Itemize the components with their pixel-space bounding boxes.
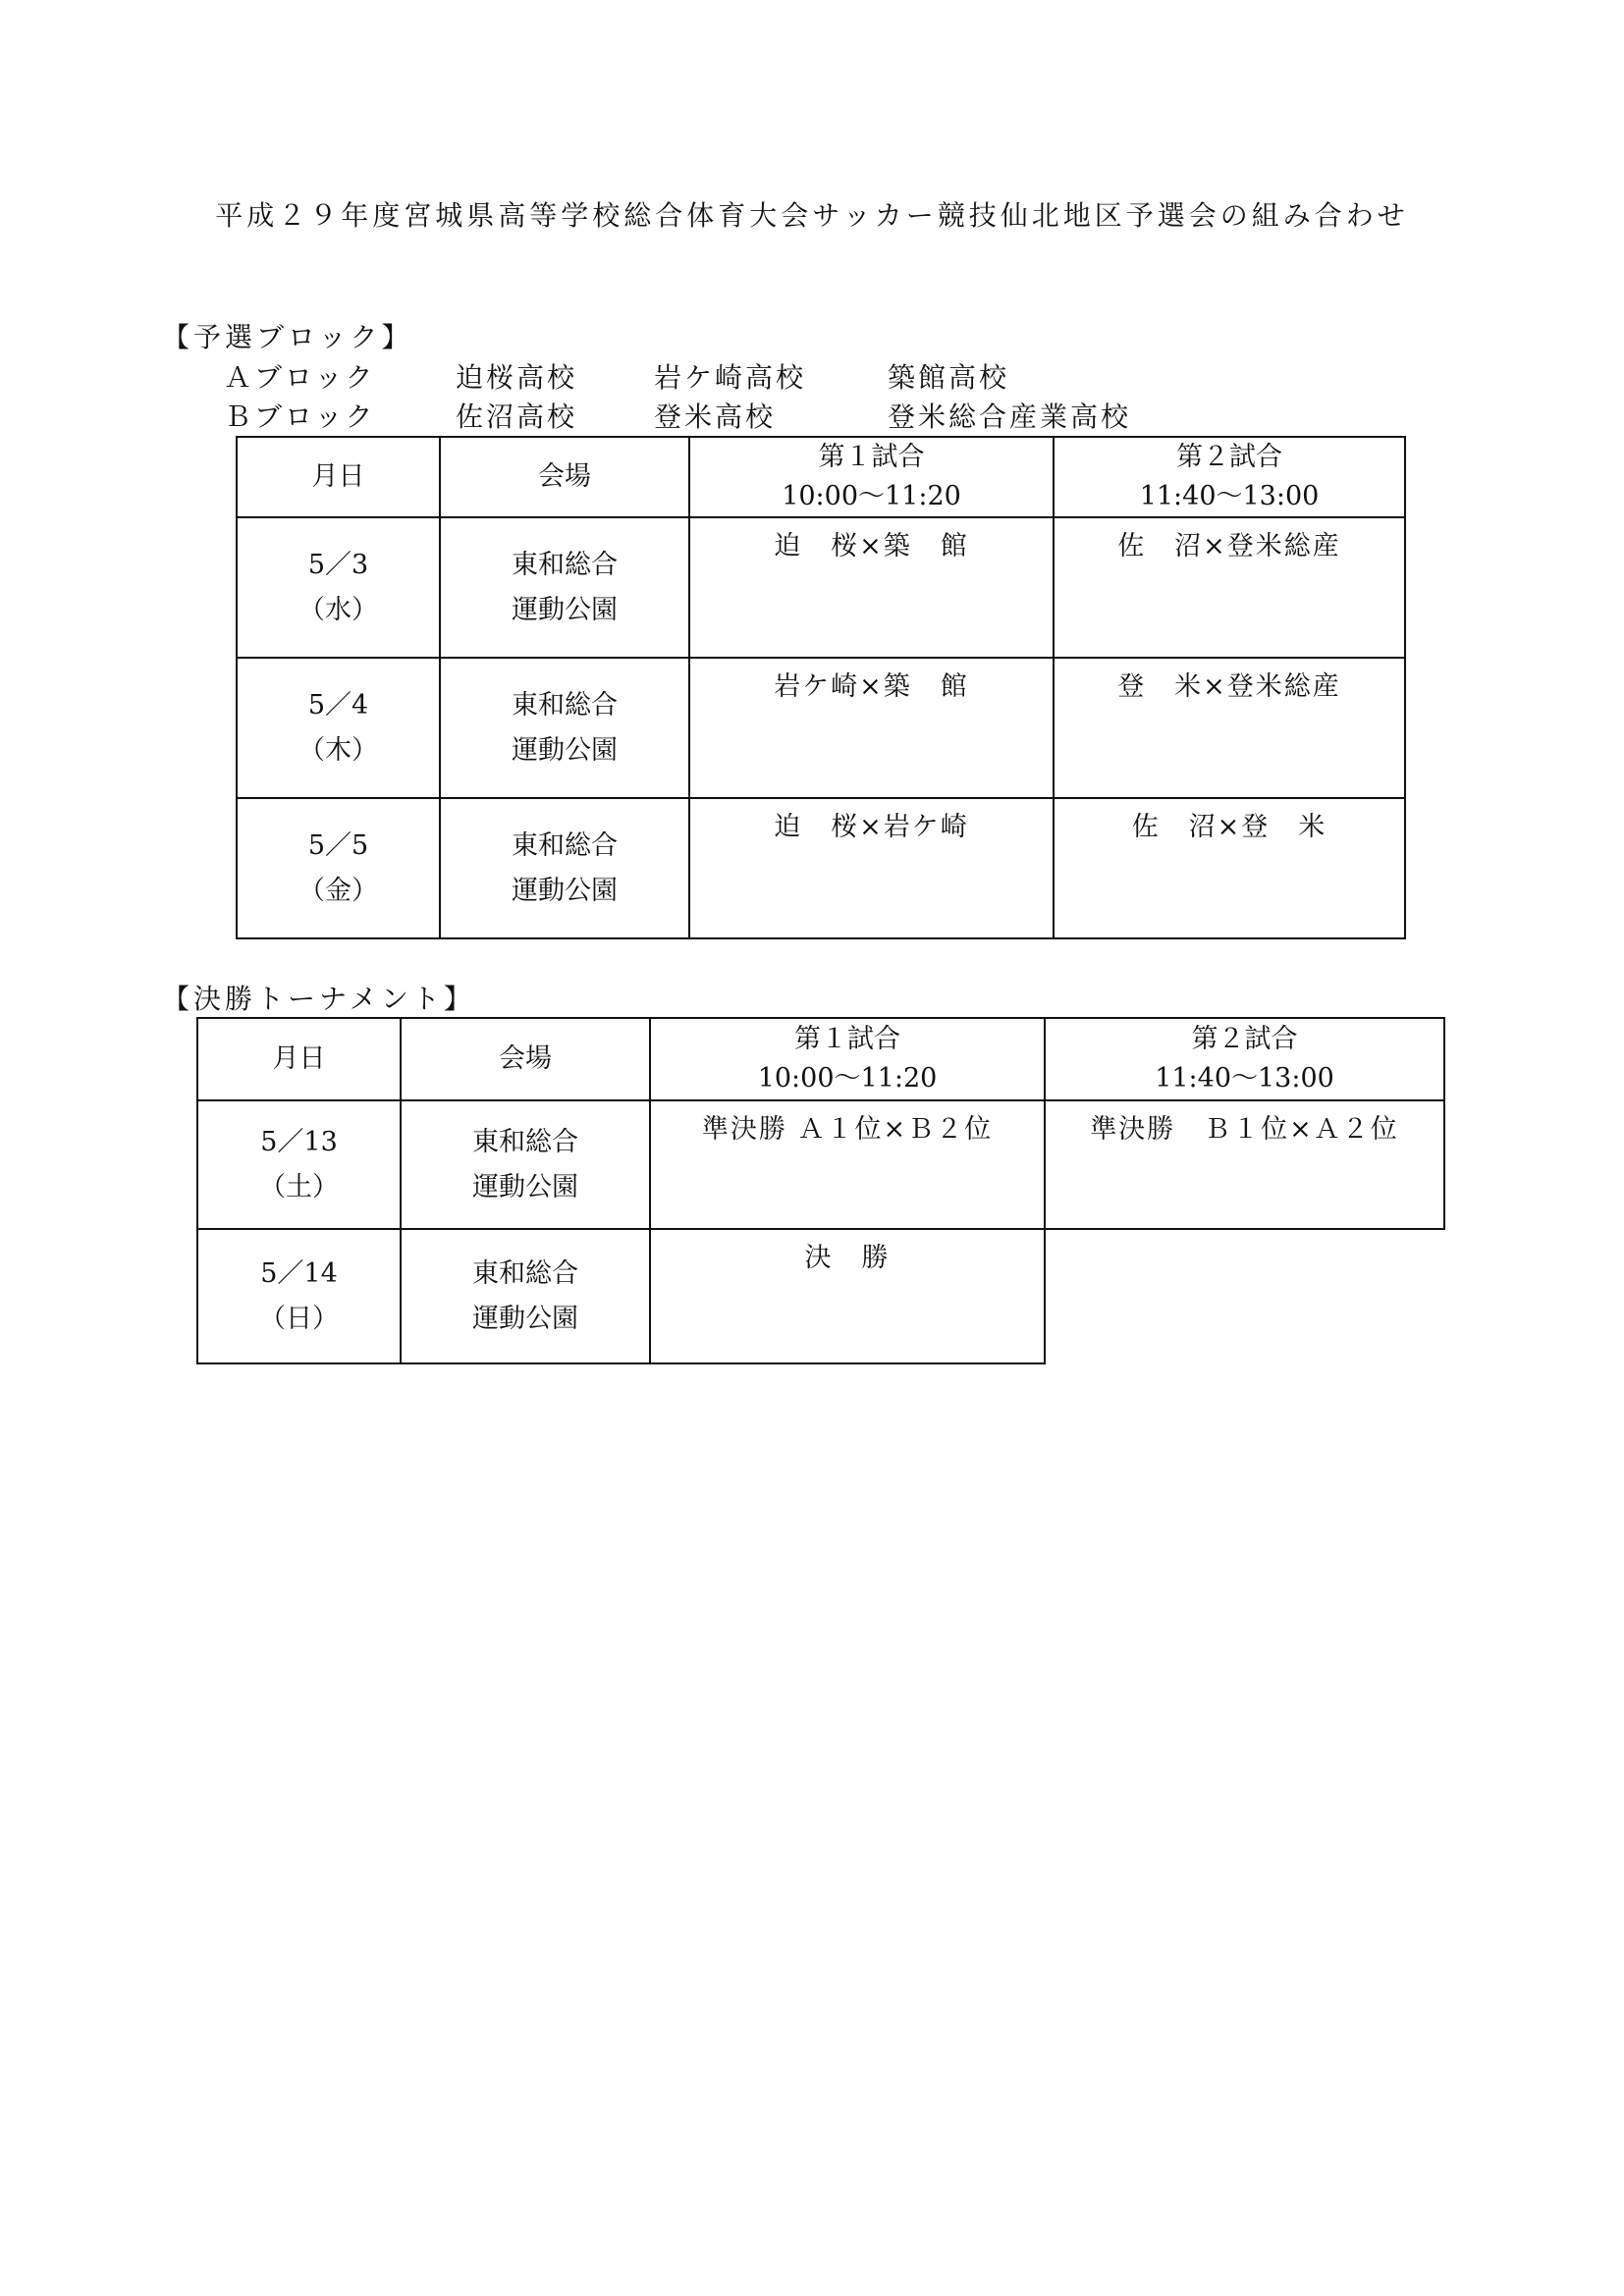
venue-cell [440,658,689,798]
match1-cell: 迫 桜×築 館 [689,517,1054,658]
venue-cell [440,517,689,658]
header-match2-time: 11:40～13:00 [1139,481,1320,511]
weekday: （木） [298,734,378,766]
header-match1-time: 10:00～11:20 [782,481,961,511]
venue-line: 運動公園 [472,1303,578,1334]
table-row [237,658,1405,798]
date-cell [237,798,440,938]
block-name: Ｂブロック [224,400,376,433]
date-cell [237,517,440,658]
table-row [237,798,1405,938]
header-match1 [689,437,1054,517]
preliminary-schedule-table [236,436,1406,939]
match1-cell: 迫 桜×岩ケ崎 [689,798,1054,938]
page-title: 平成２９年度宮城県高等学校総合体育大会サッカー競技仙北地区予選会の組み合わせ [215,199,1409,232]
venue-line: 運動公園 [512,594,618,625]
date-cell [197,1100,401,1229]
match2-cell: 佐 沼×登 米 [1054,798,1405,938]
venue-cell [440,798,689,938]
date: 5／3 [307,549,369,580]
empty-cell [1045,1229,1444,1363]
header-match1-time: 10:00～11:20 [757,1063,938,1094]
venue-line: 東和総合 [512,689,618,721]
header-match2-label: 第２試合 [1176,442,1282,472]
header-date: 月日 [237,437,440,517]
preliminary-heading: 【予選ブロック】 [162,321,413,353]
block-team: 佐沼高校 [456,400,578,433]
weekday: （土） [259,1171,339,1202]
table-row [237,517,1405,658]
weekday: （日） [259,1303,339,1334]
date: 5／5 [307,829,369,861]
block-team: 登米総合産業高校 [888,400,1132,433]
header-match2-time: 11:40～13:00 [1155,1063,1334,1094]
header-match1-label: 第１試合 [818,442,925,472]
tournament-schedule-table [196,1017,1445,1364]
venue-line: 東和総合 [512,549,618,580]
tournament-heading: 【決勝トーナメント】 [162,983,475,1015]
header-venue: 会場 [401,1018,650,1100]
match2-cell: 佐 沼×登米総産 [1054,517,1405,658]
block-team: 登米高校 [654,400,777,433]
date-cell [197,1229,401,1363]
venue-cell [401,1100,650,1229]
block-team: 岩ケ崎高校 [654,361,807,394]
weekday: （水） [298,594,378,625]
date: 5／14 [260,1257,338,1289]
venue-line: 東和総合 [512,829,618,861]
venue-cell [401,1229,650,1363]
date: 5／13 [260,1126,338,1157]
venue-line: 運動公園 [472,1171,578,1202]
header-match2 [1054,437,1405,517]
block-team: 築館高校 [888,361,1010,394]
header-match2-label: 第２試合 [1191,1024,1298,1054]
match1-cell: 決 勝 [650,1229,1045,1363]
block-name: Ａブロック [224,361,376,394]
match2-cell: 準決勝 Ｂ１位×Ａ２位 [1045,1100,1444,1229]
match1-cell: 岩ケ崎×築 館 [689,658,1054,798]
venue-line: 東和総合 [472,1126,578,1157]
header-match1 [650,1018,1045,1100]
block-team: 迫桜高校 [456,361,578,394]
match1-cell: 準決勝 Ａ１位×Ｂ２位 [650,1100,1045,1229]
table-header-row [237,437,1405,517]
date-cell [237,658,440,798]
venue-line: 運動公園 [512,734,618,766]
match2-cell: 登 米×登米総産 [1054,658,1405,798]
venue-line: 東和総合 [472,1257,578,1289]
date: 5／4 [307,689,369,721]
header-match2 [1045,1018,1444,1100]
table-row [197,1229,1444,1363]
table-row [197,1100,1444,1229]
header-match1-label: 第１試合 [794,1024,900,1054]
venue-line: 運動公園 [512,875,618,906]
header-venue: 会場 [440,437,689,517]
header-date: 月日 [197,1018,401,1100]
weekday: （金） [298,875,378,906]
table-header-row [197,1018,1444,1100]
